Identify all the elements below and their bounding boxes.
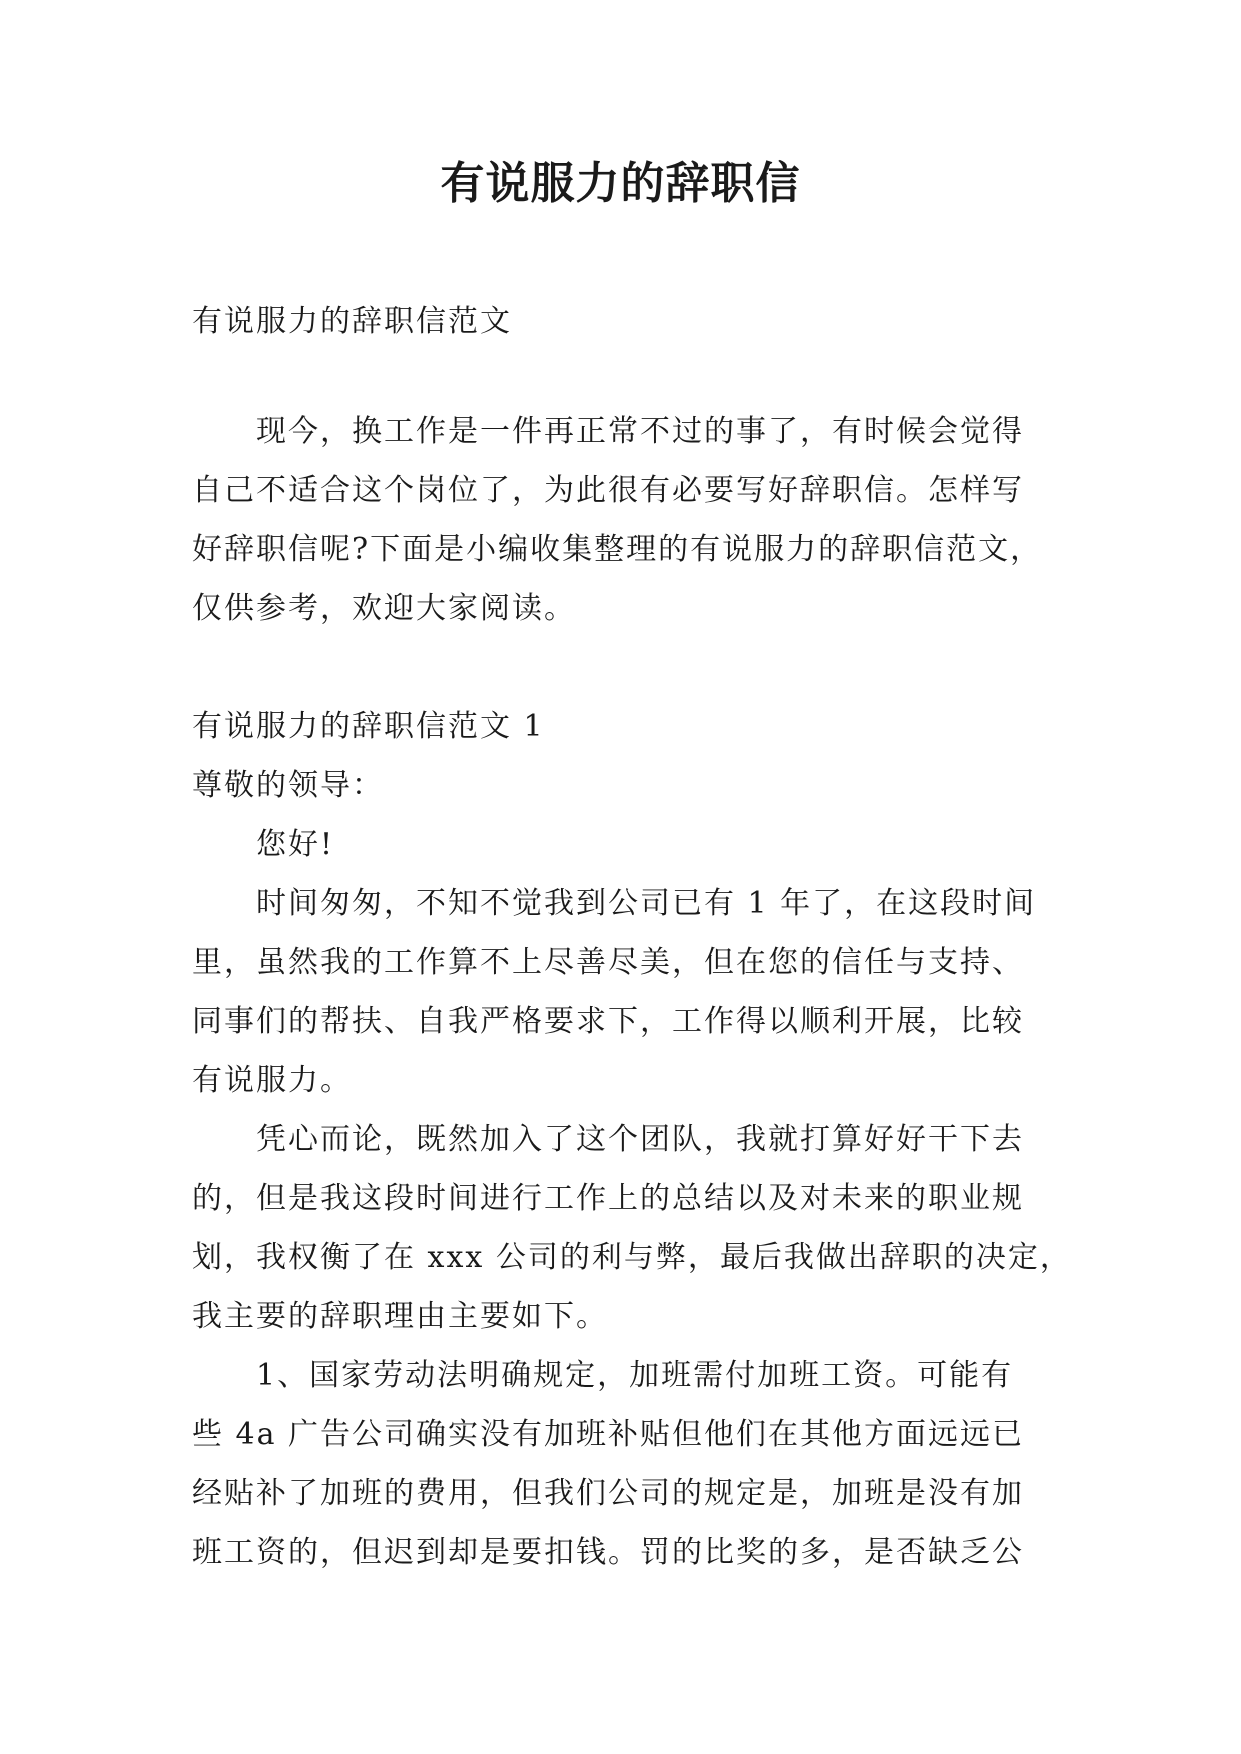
subtitle-block bbox=[192, 292, 1072, 351]
paragraph-line: 我主要的辞职理由主要如下。 bbox=[192, 1299, 608, 1334]
section-heading: 有说服力的辞职信范文 1 bbox=[192, 709, 545, 744]
intro-line: 好辞职信呢?下面是小编收集整理的有说服力的辞职信范文， bbox=[192, 532, 1043, 567]
paragraph-line: 凭心而论，既然加入了这个团队，我就打算好好干下去 bbox=[256, 1122, 1024, 1157]
intro-line: 现今，换工作是一件再正常不过的事了，有时候会觉得 bbox=[256, 414, 1024, 449]
intro-line: 自己不适合这个岗位了，为此很有必要写好辞职信。怎样写 bbox=[192, 473, 1024, 508]
greeting: 您好! bbox=[256, 827, 335, 862]
paragraph-line: 1、国家劳动法明确规定，加班需付加班工资。可能有 bbox=[256, 1358, 1014, 1393]
paragraph-line: 经贴补了加班的费用，但我们公司的规定是，加班是没有加 bbox=[192, 1476, 1024, 1511]
paragraph-line: 的，但是我这段时间进行工作上的总结以及对未来的职业规 bbox=[192, 1181, 1024, 1216]
paragraph-line: 班工资的，但迟到却是要扣钱。罚的比奖的多，是否缺乏公 bbox=[192, 1535, 1024, 1570]
document-subtitle: 有说服力的辞职信范文 bbox=[192, 304, 512, 339]
paragraph-line: 些 4a 广告公司确实没有加班补贴但他们在其他方面远远已 bbox=[192, 1417, 1025, 1452]
letter-body bbox=[192, 697, 1072, 1582]
document-title: 有说服力的辞职信 bbox=[440, 158, 801, 209]
paragraph-line: 同事们的帮扶、自我严格要求下，工作得以顺利开展，比较 bbox=[192, 1004, 1024, 1039]
paragraph-line: 时间匆匆，不知不觉我到公司已有 1 年了，在这段时间 bbox=[256, 886, 1037, 921]
intro-line: 仅供参考，欢迎大家阅读。 bbox=[192, 591, 576, 626]
salutation: 尊敬的领导： bbox=[192, 768, 384, 803]
paragraph-line: 里，虽然我的工作算不上尽善尽美，但在您的信任与支持、 bbox=[192, 945, 1024, 980]
intro-paragraph bbox=[192, 402, 1072, 638]
paragraph-line: 有说服力。 bbox=[192, 1063, 352, 1098]
paragraph-line: 划，我权衡了在 xxx 公司的利与弊，最后我做出辞职的决定， bbox=[192, 1240, 1072, 1275]
